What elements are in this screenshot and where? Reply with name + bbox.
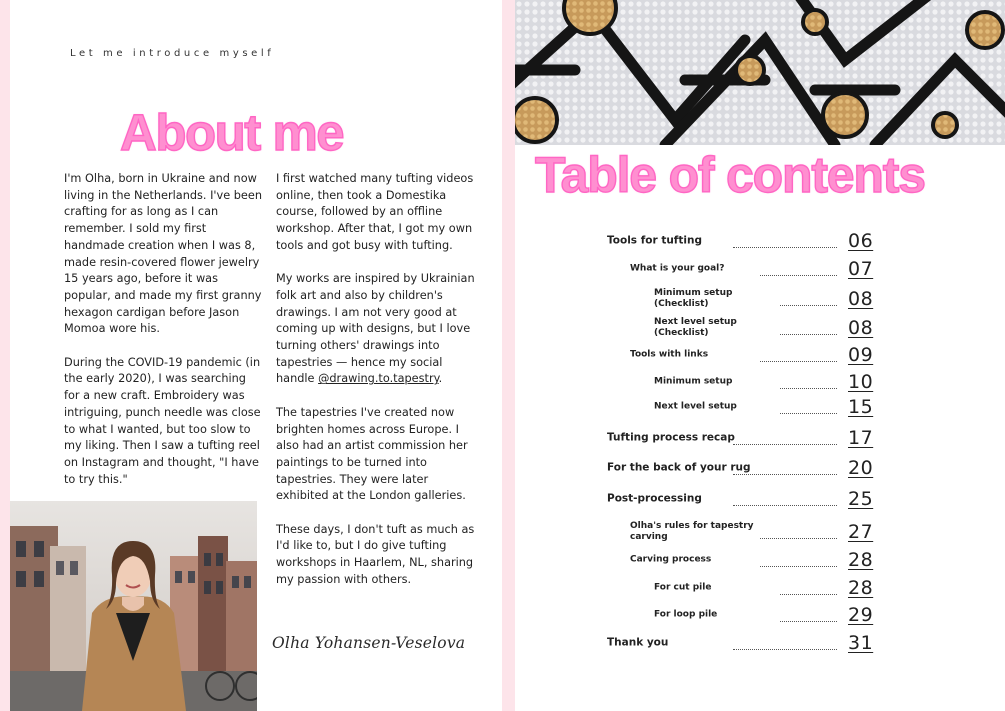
- toc-entry-label: Tools with links: [630, 349, 709, 360]
- toc-page-number-link[interactable]: 28: [848, 549, 874, 571]
- toc-entry-label: Next level setup: [654, 401, 737, 412]
- toc-entry[interactable]: [515, 573, 1005, 603]
- toc-leader-dots: [780, 388, 837, 389]
- toc-leader-dots: [733, 247, 837, 248]
- toc-entry[interactable]: [515, 517, 1005, 547]
- toc-entry[interactable]: [515, 340, 1005, 370]
- toc-page-number-link[interactable]: 07: [848, 258, 874, 280]
- about-paragraph: The tapestries I've created now brighten homes across Europe. I also had an artist commission her paintings to be turned into tapestries. They were later exhibited at the London galleries.: [276, 405, 468, 503]
- toc-entry-label: Olha's rules for tapestry carving: [630, 521, 754, 542]
- toc-leader-dots: [733, 649, 837, 650]
- toc-leader-dots: [733, 444, 837, 445]
- toc-page-number-link[interactable]: 08: [848, 317, 874, 339]
- author-portrait-photo: [10, 501, 257, 711]
- toc-entry-label: Minimum setup: [654, 376, 733, 387]
- toc-entry-label: Minimum setup (Checklist): [654, 288, 733, 309]
- toc-leader-dots: [780, 621, 837, 622]
- toc-entry[interactable]: [515, 392, 1005, 422]
- toc-entry[interactable]: [515, 226, 1005, 256]
- toc-page-number-link[interactable]: 28: [848, 577, 874, 599]
- toc-page-number-link[interactable]: 15: [848, 396, 874, 418]
- toc-page-number-link[interactable]: 31: [848, 632, 874, 654]
- about-title: About me: [120, 104, 344, 161]
- toc-leader-dots: [760, 538, 837, 539]
- about-column-left: [64, 171, 262, 505]
- toc-entry-label: Tufting process recap: [607, 431, 735, 444]
- toc-entry-label: Post-processing: [607, 492, 702, 505]
- about-page: [10, 0, 502, 711]
- toc-page-number-link[interactable]: 08: [848, 288, 874, 310]
- toc-page-number-link[interactable]: 20: [848, 457, 874, 479]
- toc-entry-label: For loop pile: [654, 609, 718, 620]
- toc-leader-dots: [780, 413, 837, 414]
- toc-page-number-link[interactable]: 09: [848, 344, 874, 366]
- toc-leader-dots: [760, 566, 837, 567]
- toc-entry[interactable]: [515, 600, 1005, 630]
- toc-page-number-link[interactable]: 25: [848, 488, 874, 510]
- about-paragraph: These days, I don't tuft as much as I'd like to, but I do give tufting workshops in Haarlem, NL, sharing my passion with others.: [276, 522, 475, 586]
- toc-leader-dots: [760, 361, 837, 362]
- toc-page-number-link[interactable]: 06: [848, 230, 874, 252]
- about-paragraph-text: .: [438, 372, 443, 386]
- toc-leader-dots: [780, 305, 837, 306]
- toc-leader-dots: [780, 334, 837, 335]
- author-signature: Olha Yohansen-Veselova: [272, 634, 466, 652]
- toc-page-number-link[interactable]: 29: [848, 604, 874, 626]
- toc-entry-label: What is your goal?: [630, 263, 725, 274]
- toc-leader-dots: [733, 505, 837, 506]
- about-paragraph: During the COVID-19 pandemic (in the early 2020), I was searching for a new craft. Embroidery was intriguing, punch needle was close to what I wanted, but too slow to my liking. Then I saw a tufting reel on Instagram and thought, "I have to try this.": [64, 355, 261, 486]
- toc-leader-dots: [760, 275, 837, 276]
- toc-leader-dots: [780, 594, 837, 595]
- toc-entry-label: Tools for tufting: [607, 234, 702, 247]
- toc-title: Table of contents: [535, 147, 925, 203]
- intro-caption: Let me introduce myself: [70, 48, 275, 59]
- toc-entry-label: For the back of your rug: [607, 461, 751, 474]
- about-paragraph: [276, 271, 476, 388]
- toc-entry[interactable]: [515, 254, 1005, 284]
- toc-page-number-link[interactable]: 10: [848, 371, 874, 393]
- toc-entry[interactable]: [515, 628, 1005, 658]
- toc-leader-dots: [733, 474, 837, 475]
- toc-entry-label: Thank you: [607, 636, 669, 649]
- toc-entry-label: Next level setup (Checklist): [654, 317, 737, 338]
- toc-entry[interactable]: [515, 453, 1005, 483]
- tufted-rug-photo: [515, 0, 1005, 145]
- social-handle-link[interactable]: @drawing.to.tapestry: [318, 372, 439, 386]
- about-paragraph-text: My works are inspired by Ukrainian folk art and also by children's drawings. I am not very good at coming up with designs, but I love turning others' drawings into tapestries — hence my social handle: [276, 272, 475, 386]
- toc-entry-label: Carving process: [630, 554, 712, 565]
- toc-entry[interactable]: [515, 284, 1005, 314]
- toc-entry[interactable]: [515, 484, 1005, 514]
- about-paragraph: I'm Olha, born in Ukraine and now living in the Netherlands. I've been crafting for as long as I can remember. I sold my first handmade creation when I was 8, made resin-covered flower jewelry 15 years ago, before it was popular, and made my first granny hexagon cardigan before Jason Momoa wore his.: [64, 172, 262, 336]
- toc-entry[interactable]: [515, 313, 1005, 343]
- toc-entry[interactable]: [515, 545, 1005, 575]
- about-column-right: [276, 171, 476, 605]
- toc-page-number-link[interactable]: 17: [848, 427, 874, 449]
- toc-page-number-link[interactable]: 27: [848, 521, 874, 543]
- toc-entry[interactable]: [515, 423, 1005, 453]
- contents-page: [515, 0, 1005, 711]
- toc-entry-label: For cut pile: [654, 582, 712, 593]
- about-paragraph: I first watched many tufting videos online, then took a Domestika course, followed by an offline workshop. After that, I got my own tools and got busy with tufting.: [276, 172, 474, 252]
